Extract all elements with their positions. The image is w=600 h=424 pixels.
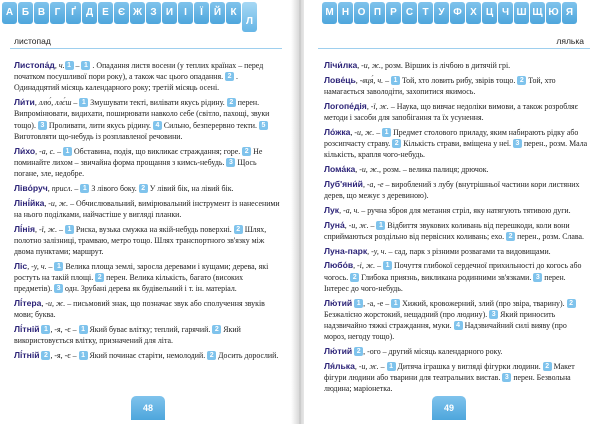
sense-number-badge: 2	[41, 351, 50, 360]
alphabet-tab-Ґ[interactable]: Ґ	[66, 2, 81, 24]
dictionary-entry	[324, 101, 590, 123]
dictionary-entry	[324, 361, 590, 395]
entry-text: Виготовляти що-небудь iз розплавленої речовини.	[14, 131, 183, 141]
entry-text: ‒	[72, 183, 81, 193]
sense-number-badge: 2	[543, 362, 552, 371]
entry-headword: Лічи́лка	[324, 60, 358, 70]
entry-text: Той, хто ловить рибу, звірів тощо.	[399, 75, 518, 85]
entry-text: Обставина, подія, що викликає страждання; горе.	[71, 146, 243, 156]
entry-text: Безжалісно жорстокий, нещадний (про людину).	[324, 309, 490, 319]
entry-headword: Лю́тий	[324, 297, 353, 308]
alphabet-tab-Х[interactable]: Х	[466, 2, 481, 24]
sense-number-badge: 2	[227, 98, 236, 107]
entry-text: , -а, -е	[363, 298, 384, 308]
entry-grammar: , -ї, ж.	[366, 101, 389, 111]
sense-number-badge: 2	[506, 232, 515, 241]
sense-number-badge: 3	[533, 273, 542, 282]
sense-number-badge: 2	[517, 76, 526, 85]
alphabet-tab-Щ[interactable]: Щ	[530, 2, 545, 24]
entry-text: перен. Інтерес до чого-небудь.	[324, 272, 566, 293]
entry-text: ‒ Наука, що вивчає недоліки вимови, а також розробляє методи і засоби для запобігання та їх усунення.	[324, 101, 579, 122]
dictionary-entry	[14, 350, 282, 361]
entry-grammar: , -и, ж.,	[355, 165, 382, 174]
alphabet-tab-И[interactable]: И	[162, 2, 177, 24]
entry-text: ‒	[73, 61, 82, 70]
entry-text: .	[90, 61, 95, 70]
sense-number-badge: 2	[225, 72, 234, 81]
alphabet-tab-Ч[interactable]: Ч	[498, 2, 513, 24]
sense-number-badge: 3	[54, 284, 63, 293]
entry-grammar: , -и, ж.,	[357, 61, 383, 70]
entry-grammar: , -ї, ж.	[35, 224, 58, 234]
entry-text: ‒	[383, 298, 392, 308]
sense-number-badge: 1	[65, 61, 74, 70]
sense-number-badge: 3	[502, 373, 511, 382]
entry-text: ‒	[70, 325, 79, 335]
entry-headword: Ліні́йка	[14, 197, 45, 208]
sense-number-badge: 1	[79, 351, 88, 360]
alphabet-tab-В[interactable]: В	[34, 2, 49, 24]
entry-text: , -я, -є	[50, 325, 71, 335]
alphabet-tab-Т[interactable]: Т	[418, 2, 433, 24]
entry-text: . Одинадцятий місяць календарного року; третій місяць осені.	[14, 72, 238, 93]
entry-text: Досить дорослий.	[216, 351, 279, 361]
entry-headword: Любо́в	[324, 260, 354, 271]
entry-text: ‒	[368, 220, 377, 230]
alphabet-tab-Л[interactable]: Л	[242, 2, 257, 32]
sense-number-badge: 1	[80, 184, 89, 193]
entry-grammar: , ллю́, ллє́ш	[34, 98, 72, 108]
entries-right	[324, 60, 590, 398]
alphabet-tab-Е[interactable]: Е	[98, 2, 113, 24]
entry-grammar: , -вця́, ч.	[355, 75, 384, 85]
entry-text: перен. Безвольна людина; маріонетка.	[324, 373, 571, 394]
entry-text: перен., розм. Слава.	[515, 231, 585, 241]
dictionary-entry	[324, 298, 590, 343]
entry-text: ‒ письмовий знак, що позначає звук або сполучення звуків мови; буква.	[14, 299, 265, 320]
entry-text: , -я, -є	[50, 351, 71, 361]
page-number-right: 49	[432, 396, 466, 420]
alphabet-tab-Г[interactable]: Г	[50, 2, 65, 24]
entry-text: Той, хто намагається заволодіти, захопитися якимось.	[324, 75, 556, 96]
entry-text: ‒	[378, 361, 387, 371]
entry-text: Не поминайте лихом ‒ звичайна форма прощання з кимсь-небудь.	[14, 146, 263, 167]
dictionary-entry	[324, 246, 590, 257]
entry-text: розм. ‒ велика палиця; дрючок.	[381, 165, 489, 174]
entry-text: перен. Велика кількість, багато (високих предметів).	[14, 273, 244, 294]
alphabet-tabs-left	[2, 2, 258, 26]
entry-grammar: , -і, ж.	[353, 261, 376, 271]
entry-text: , -ого	[363, 347, 381, 356]
entry-text: Щось погане, зле, недобре.	[14, 157, 257, 179]
right-page	[304, 0, 600, 424]
alphabet-tab-І[interactable]: І	[178, 2, 193, 24]
alphabet-tab-Ц[interactable]: Ц	[482, 2, 497, 24]
alphabet-tab-П[interactable]: П	[370, 2, 385, 24]
entry-grammar: , -у, ч.	[27, 261, 47, 271]
sense-number-badge: 1	[54, 262, 63, 271]
entry-headword: Ло́жка	[324, 126, 351, 137]
entry-headword: Луб'яни́й	[324, 178, 363, 189]
sense-number-badge: 1	[65, 225, 74, 234]
entry-text: Макет фігури людини або тварини для театральних вистав.	[324, 361, 575, 382]
sense-number-badge: 1	[79, 325, 88, 334]
alphabet-tab-У[interactable]: У	[434, 2, 449, 24]
alphabet-tab-Ю[interactable]: Ю	[546, 2, 561, 24]
entry-text: розм. Віршик із лічбою в дитячій грі.	[382, 61, 511, 70]
entry-headword: Ліс	[14, 260, 28, 271]
sense-number-badge: 2	[350, 273, 359, 282]
sense-number-badge: 3	[226, 158, 235, 167]
dictionary-entry	[14, 298, 282, 320]
alphabet-tab-М[interactable]: М	[322, 2, 337, 24]
entry-headword: Ліво́руч	[14, 182, 48, 193]
entry-text: Який буває влітку; теплий, гарячий.	[87, 325, 213, 335]
entry-grammar: , -и, ж.	[350, 127, 375, 137]
entry-text: ‒ другий місяць календарного року.	[380, 347, 503, 356]
entry-text: ‒	[55, 146, 63, 156]
alphabet-tab-Б[interactable]: Б	[18, 2, 33, 24]
alphabet-tab-Й[interactable]: Й	[210, 2, 225, 24]
dictionary-entry	[324, 127, 590, 161]
dictionary-entry	[14, 146, 282, 180]
entry-text: Проливати, лити якусь рiдину.	[46, 120, 153, 130]
sense-number-badge: 2	[139, 184, 148, 193]
entry-grammar: , -и, ж.	[44, 198, 69, 208]
entry-text: У лівий бік, на лівий бік.	[147, 183, 234, 193]
entry-text: Почуття глибокої сердечної прихильності до когось або чогось.	[324, 261, 582, 282]
entry-text: ‒ ручна зброя для метання стріл, яку натягують тятивою дуги.	[359, 205, 571, 215]
sense-number-badge: 2	[242, 147, 251, 156]
sense-number-badge: 1	[391, 299, 400, 308]
entry-text: ‒	[57, 224, 65, 234]
dictionary-entry	[324, 220, 590, 242]
sense-number-badge: 1	[81, 61, 90, 70]
entries-left	[14, 60, 282, 365]
sense-number-badge: 2	[207, 351, 216, 360]
entry-text: Шлях, полотно залізниці, трамваю, метро тощо. Шлях транспортного зв'язку між двома пунктами; маршрут.	[14, 224, 267, 257]
entry-text: ‒	[46, 261, 55, 271]
entry-grammar: , -а, ч.	[339, 205, 360, 215]
entry-text: Кількість страви, вміщена у неї.	[401, 139, 513, 148]
sense-number-badge: 1	[41, 325, 50, 334]
sense-number-badge: 3	[38, 121, 47, 130]
page-number-left: 48	[131, 396, 165, 420]
entry-grammar: , ч.	[54, 61, 65, 70]
entry-text: Хижий, кровожерний, злий (про звіра, тварину).	[400, 298, 567, 308]
sense-number-badge: 2	[234, 225, 243, 234]
sense-number-badge: 1	[79, 98, 88, 107]
entry-text: перен. Випромiнювати, видихати, поширювати навколо себе (свiтло, пахощі, звуки тощо).	[14, 98, 270, 130]
sense-number-badge: 2	[95, 273, 104, 282]
entry-headword: Ли́ти	[14, 97, 35, 108]
entry-grammar: , присл.	[47, 183, 73, 193]
alphabet-tab-Р[interactable]: Р	[386, 2, 401, 24]
entry-text: ‒	[375, 261, 384, 271]
alphabet-tab-Д[interactable]: Д	[82, 2, 97, 24]
sense-number-badge: 1	[376, 221, 385, 230]
entry-text: одн. Зрубані дерева як будівельний і т. ін. матеріал.	[63, 284, 237, 294]
entry-grammar: , -а, -е	[362, 179, 384, 189]
dictionary-entry	[14, 183, 282, 194]
dictionary-entry	[14, 60, 282, 94]
alphabet-tabs-right	[322, 2, 578, 26]
sense-number-badge: 1	[387, 362, 396, 371]
running-head-left: листопад	[14, 36, 51, 46]
alphabet-tab-А[interactable]: А	[2, 2, 17, 24]
dictionary-entry	[14, 198, 282, 220]
dictionary-entry	[324, 164, 590, 175]
entry-text: Відбиття звукових коливань від перешкоди, коли вони сприймаються роздільно від первісних коливань; ехо.	[324, 220, 570, 241]
entry-text: ‒	[374, 127, 383, 137]
sense-number-badge: 1	[382, 128, 391, 137]
entry-headword: Лома́ка	[324, 164, 356, 174]
header-rule-right	[318, 48, 590, 49]
sense-number-badge: 4	[454, 321, 463, 330]
entry-text: З лівого боку.	[89, 183, 139, 193]
entry-text: Предмет столового приладу, яким набирають рідку або розсипчасту страву.	[324, 127, 579, 148]
sense-number-badge: 1	[391, 76, 400, 85]
alphabet-tab-К[interactable]: К	[226, 2, 241, 24]
entry-headword: Ля́лька	[324, 360, 355, 371]
header-rule-left	[10, 48, 282, 49]
alphabet-tab-Ф[interactable]: Ф	[450, 2, 465, 24]
sense-number-badge: 2	[354, 347, 363, 356]
entry-grammar: , -и, ж.	[354, 361, 379, 371]
sense-number-badge: 1	[354, 299, 363, 308]
dictionary-entry	[324, 205, 590, 216]
entry-headword: Лове́ць	[324, 74, 356, 85]
entry-text: Надзвичайний силі вияву (про мороз, негоду тощо).	[324, 321, 567, 342]
entry-headword: Листопа́д	[14, 60, 55, 70]
entry-headword: Луна́	[324, 219, 345, 230]
alphabet-tab-Ї[interactable]: Ї	[194, 2, 209, 24]
dictionary-entry	[14, 224, 282, 258]
entry-text: ‒	[70, 351, 79, 361]
sense-number-badge: 2	[212, 325, 221, 334]
dictionary-entry	[14, 324, 282, 346]
alphabet-tab-Ш[interactable]: Ш	[514, 2, 529, 24]
dictionary-entry	[324, 179, 590, 201]
entry-grammar: , -и, ж.	[344, 220, 369, 230]
dictionary-entry	[14, 97, 282, 142]
running-head-right: лялька	[556, 36, 584, 46]
entry-text: Риска, вузька смужка на якій-небудь поверхні.	[73, 224, 234, 234]
dictionary-entry	[14, 261, 282, 295]
alphabet-tab-Ж[interactable]: Ж	[130, 2, 145, 24]
entry-headword: Лі́тній	[14, 350, 40, 361]
alphabet-tab-Я[interactable]: Я	[562, 2, 577, 24]
alphabet-tab-О[interactable]: О	[354, 2, 369, 24]
dictionary-entry	[324, 260, 590, 294]
left-page	[0, 0, 296, 424]
entry-text: ‒ сад, парк з різними розвагами та видовищами.	[386, 246, 551, 256]
sense-number-badge: 1	[383, 261, 392, 270]
entry-headword: Лі́тера	[14, 298, 42, 309]
entry-grammar: , -у, ч.	[367, 246, 387, 256]
entry-grammar: , -а, с.	[35, 146, 56, 156]
entry-text: Сильно, безперервно текти.	[161, 120, 259, 130]
sense-number-badge: 3	[513, 139, 522, 148]
entry-text: ‒ Обчислювальний, вимірювальний інструмент із нанесеними на нього поділками, найчастіше у вигляді планки.	[14, 198, 280, 219]
entry-text: перен., розм. Мала кількість, крапля чого-небудь.	[324, 139, 588, 160]
alphabet-tab-С[interactable]: С	[402, 2, 417, 24]
sense-number-badge: 1	[63, 147, 72, 156]
entry-text: Опадання листя восени (у теплих країнах ‒ перед початком посушливої пори року), а також час цього опадання.	[14, 61, 264, 82]
entry-text: Глибока приязнь, викликана родинними зв'язками.	[359, 272, 534, 282]
entry-text: Який використовується влітку, призначений для літа.	[14, 325, 241, 346]
sense-number-badge: 4	[153, 121, 162, 130]
entry-text: Дитяча іграшка у вигляді фігурки людини.	[395, 361, 543, 371]
alphabet-tab-З[interactable]: З	[146, 2, 161, 24]
sense-number-badge: 5	[259, 121, 268, 130]
entry-text: Змушувати тектi, вилiвати якусь рiдину.	[88, 98, 227, 108]
dictionary-entry	[324, 75, 590, 97]
sense-number-badge: 2	[392, 139, 401, 148]
entry-text: Який починає старіти, немолодий.	[87, 351, 208, 361]
entry-headword: Логопе́дія	[324, 100, 367, 111]
entry-headword: Луна-парк	[324, 245, 368, 256]
alphabet-tab-Н[interactable]: Н	[338, 2, 353, 24]
dictionary-entry	[324, 60, 590, 71]
dictionary-entry	[324, 346, 590, 357]
entry-text: ‒ вироблений з лубу (внутрішньої частини кори листяних дерев, що межує з деревиною).	[324, 179, 580, 200]
entry-text: Який приносить надзвичайно тяжкі страждання, муки.	[324, 309, 556, 330]
sense-number-badge: 2	[567, 299, 576, 308]
alphabet-tab-Є[interactable]: Є	[114, 2, 129, 24]
entry-text: ‒	[383, 75, 391, 85]
entry-grammar: , -и, ж.	[41, 299, 66, 309]
entry-headword: Лю́тий	[324, 346, 353, 356]
entry-text: ‒	[71, 98, 80, 108]
entry-headword: Лі́нія	[14, 223, 36, 234]
sense-number-badge: 3	[489, 310, 498, 319]
entry-text: Велика площа землі, заросла деревами і кущами; дерева, які ростуть на такій площі.	[14, 261, 269, 283]
entry-headword: Ли́хо	[14, 145, 36, 156]
entry-headword: Лук	[324, 204, 340, 215]
entry-headword: Лі́тній	[14, 324, 40, 335]
